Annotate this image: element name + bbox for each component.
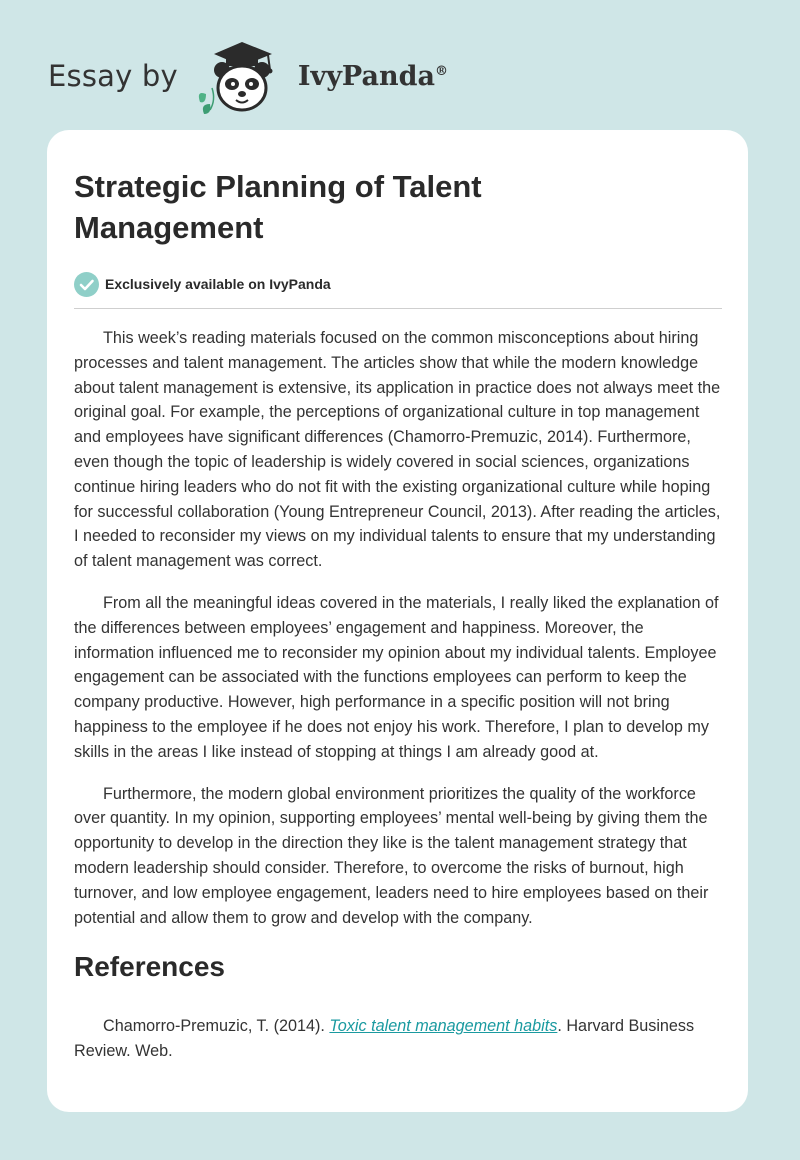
reference-citation: Chamorro-Premuzic, T. (2014). [103,1017,330,1036]
reference-source: . Harvard Business Review. Web. [74,1017,695,1061]
trademark-symbol: ® [434,63,448,79]
references-heading: References [74,951,225,983]
divider [74,308,722,309]
essay-body [74,326,724,930]
essay-card [47,130,748,1112]
essay-by-label: Essay by [48,59,178,93]
exclusive-badge [74,271,722,297]
reference-item [74,1014,724,1064]
paragraph: From all the meaningful ideas covered in the materials, I really liked the explanation of the differences between employees’ engagement and happiness. Moreover, the information influenced me to reconsider my opinion about my individual talents. Employee engagement can be associated with the functions employees can perform to keep the company productive. However, high performance in a specific position will not bring happiness to the employee if he does not enjoy his work. Therefore, I plan to develop my skills in the areas I like instead of stopping at things I am already good at. [74,593,719,761]
site-header [48,36,448,116]
exclusive-badge-text: Exclusively available on IvyPanda [105,276,331,292]
page-title: Strategic Planning of Talent Management [74,169,482,245]
paragraph: Furthermore, the modern global environment prioritizes the quality of the workforce over quantity. In my opinion, supporting employees’ mental well-being by giving them the opportunity to develop in the direction they like is the talent management strategy that modern leadership should consider. Therefore, to overcome the risks of burnout, high turnover, and low employee engagement, leaders need to hire employees based on their potential and allow them to grow and develop with the company. [74,784,709,927]
check-circle-icon [74,272,99,297]
brand-name[interactable] [298,61,448,92]
paragraph: This week’s reading materials focused on the common misconceptions about hiring processes and talent management. The articles show that while the modern knowledge about talent management is extensive, its application in practice does not always meet the original goal. For example, the perceptions of organizational culture in top management and employees have significant differences (Chamorro-Premuzic, 2014). Furthermore, even though the topic of leadership is widely covered in social sciences, organizations continue hiring leaders who do not fit with the existing organizational culture while hoping for successful collaboration (Young Entrepreneur Council, 2013). After reading the articles, I needed to reconsider my views on my individual talents to ensure that my understanding of talent management was correct. [74,329,721,571]
brand-name-text: IvyPanda [297,60,435,92]
reference-link[interactable]: Toxic talent management habits [329,1017,558,1036]
ivypanda-panda-logo-icon[interactable] [192,38,292,114]
